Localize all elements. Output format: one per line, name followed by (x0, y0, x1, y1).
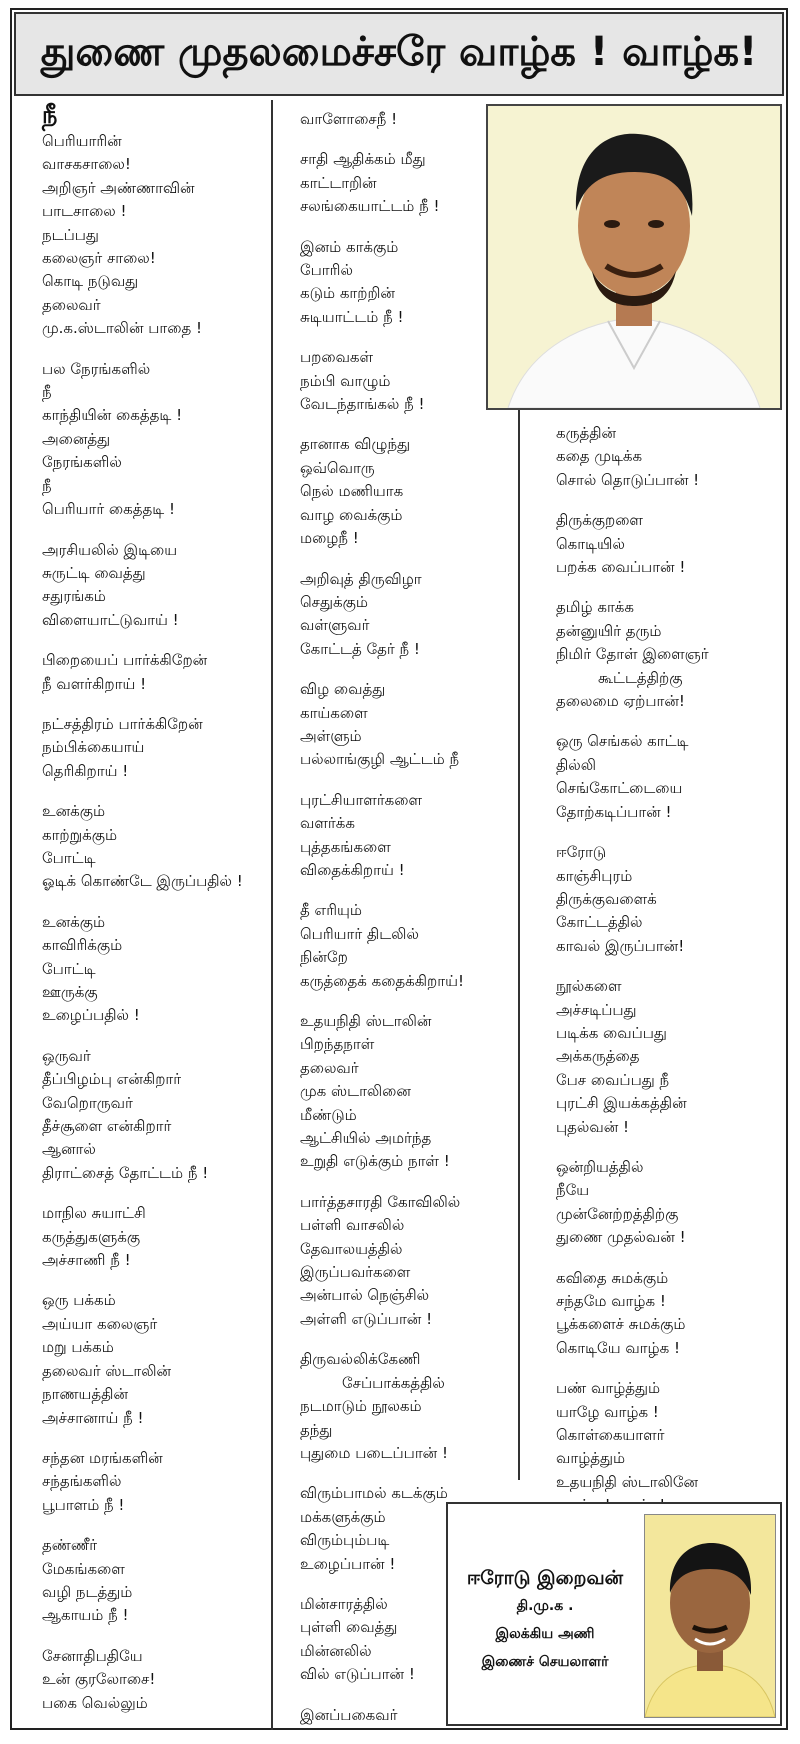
stanza (300, 346, 510, 416)
poem-line: ஆனால் (42, 1140, 96, 1159)
poem-line: பகை வெல்லும் (42, 1693, 148, 1712)
poem-line: மாநில சுயாட்சி (42, 1204, 146, 1223)
stanza (556, 1377, 781, 1517)
poem-line: மின்சாரத்தில் (300, 1594, 388, 1613)
poem-line: ஓடிக் கொண்டே இருப்பதில் ! (42, 872, 243, 891)
author-photo (644, 1514, 776, 1718)
author-party: தி.மு.க . (516, 1598, 574, 1614)
poem-line: நிமிர் தோள் இளைஞர் (556, 645, 709, 664)
poem-line: திருக்குறளை (556, 511, 643, 530)
poem-column-2 (300, 108, 510, 1744)
headline-title: துணை முதலமைச்சரே வாழ்க ! வாழ்க! (40, 28, 758, 75)
poem-line: நெல் மணியாக (300, 482, 404, 501)
poem-line: சொல் தொடுப்பான் ! (556, 470, 700, 489)
column-divider-1 (271, 100, 273, 1730)
poem-line: வாழ வைக்கும் (300, 505, 403, 524)
stanza (42, 1202, 267, 1272)
poem-line: போரில் (300, 261, 353, 280)
poem-line: உனக்கும் (42, 912, 106, 931)
poem-line: அனைத்து (42, 429, 111, 448)
poem-line: சுடியாட்டம் நீ ! (300, 307, 404, 326)
poem-line: சதுரங்கம் (42, 587, 106, 606)
poem-line: சந்தங்களில் (42, 1472, 122, 1491)
poem-line: கருத்தின் (556, 424, 617, 442)
poem-line: காந்தியின் கைத்தடி ! (42, 406, 183, 425)
stanza (300, 568, 510, 662)
poem-line: காட்டாறின் (300, 173, 377, 192)
poem-line: கதை முடிக்க (556, 447, 643, 466)
poem-line: பறவைகள் (300, 348, 374, 367)
poem-line: கொடியே வாழ்க ! (556, 1338, 680, 1357)
poem-line: சந்தமே வாழ்க ! (556, 1292, 666, 1310)
poem-line: தலைவர் (42, 295, 101, 314)
poem-line: மின்னலில் (300, 1641, 372, 1660)
poem-line: பிறையைப் பார்க்கிறேன் (42, 651, 208, 670)
poem-column-1 (42, 100, 267, 1732)
stanza (556, 596, 781, 713)
poem-line: காஞ்சிபுரம் (556, 866, 633, 885)
poem-line: இருப்பவர்களை (300, 1263, 411, 1282)
poem-line: உன் குரலோசை! (42, 1670, 156, 1689)
poem-line: விழ வைத்து (300, 680, 386, 699)
poem-line: பல நேரங்களில் (42, 359, 151, 378)
poem-line: செதுக்கும் (300, 592, 368, 611)
stanza (42, 1645, 267, 1715)
poem-line: விரும்பாமல் கடக்கும் (300, 1484, 448, 1503)
stanza (300, 148, 510, 218)
poem-line: நேரங்களில் (42, 453, 122, 472)
poem-line: உதயநிதி ஸ்டாலினே (556, 1472, 699, 1491)
stanza (42, 800, 267, 894)
poem-line: ஊருக்கு (42, 983, 98, 1001)
poem-line: புள்ளி வைத்து (300, 1618, 398, 1637)
poem-line: நீ (42, 476, 52, 495)
poem-line: சேப்பாக்கத்தில் (342, 1373, 445, 1392)
poem-line: சந்தன மரங்களின் (42, 1448, 163, 1467)
poem-line: காவிரிக்கும் (42, 936, 123, 955)
poem-line: பாடசாலை ! (42, 202, 127, 221)
stanza (556, 841, 781, 958)
stanza (300, 236, 510, 330)
poem-line: அச்சாணி நீ ! (42, 1251, 131, 1270)
poem-line: செங்கோட்டையை (556, 779, 683, 798)
poem-line: உழைப்பதில் ! (42, 1006, 140, 1025)
poem-line: தில்லி (556, 755, 597, 774)
poem-line: தெரிகிறாய் ! (42, 761, 129, 780)
stanza (556, 509, 781, 579)
poem-line: வேடந்தாங்கல் நீ ! (300, 395, 425, 414)
column-divider-2 (518, 410, 520, 1480)
poem-line: இனப்பகைவர் (300, 1705, 398, 1724)
poem-line: தீ எரியும் (300, 901, 362, 920)
poem-line: மழைநீ ! (300, 529, 359, 548)
poem-line: கொள்கையாளர் (556, 1426, 665, 1445)
poem-line: புதுமை படைப்பான் ! (300, 1443, 448, 1462)
poem-line: பண் வாழ்த்தும் (556, 1379, 661, 1398)
poem-line: மேகங்களை (42, 1559, 125, 1578)
poem-line: கருத்தைக் கதைக்கிறாய்! (300, 971, 464, 990)
poem-line: புரட்சி இயக்கத்தின் (556, 1094, 687, 1113)
author-photo-illustration (645, 1515, 775, 1717)
poem-line: ஒரு பக்கம் (42, 1291, 116, 1310)
poem-line: நம்பிக்கையாய் (42, 738, 145, 757)
author-name: ஈரோடு இறைவன் (466, 1567, 624, 1589)
stanza (556, 1267, 781, 1361)
poem-line: பெரியார் திடலில் (300, 924, 419, 943)
stanza (300, 108, 510, 131)
poem-line: காவல் இருப்பான்! (556, 936, 685, 955)
poem-line: நம்பி வாழும் (300, 371, 391, 390)
poem-line: நடமாடும் நூலகம் (300, 1397, 422, 1416)
poem-line: நீ வளர்கிறாய் ! (42, 674, 147, 693)
stanza (42, 1045, 267, 1185)
poem-line: கருத்துகளுக்கு (42, 1227, 141, 1246)
poem-line: துணை முதல்வன் ! (556, 1228, 686, 1247)
poem-line: அள்ளி எடுப்பான் ! (300, 1309, 433, 1328)
poem-line: பார்த்தசாரதி கோவிலில் (300, 1192, 461, 1211)
poem-line: சாதி ஆதிக்கம் மீது (300, 150, 426, 169)
poem-line: இனம் காக்கும் (300, 237, 399, 256)
poem-line: அச்சானாய் நீ ! (42, 1408, 144, 1427)
author-box (446, 1502, 782, 1726)
poem-line: தண்ணீர் (42, 1536, 98, 1555)
poem-line: மீண்டும் (300, 1105, 357, 1124)
poem-line: கோட்டத் தேர் நீ ! (300, 639, 420, 658)
poem-line: தன்னுயிர் தரும் (556, 621, 662, 640)
poem-line: வாளோசைநீ ! (300, 110, 398, 128)
poem-line: விதைக்கிறாய் ! (300, 860, 405, 879)
stanza (300, 1191, 510, 1331)
poem-line: திருக்குவளைக் (556, 889, 657, 908)
stanza (42, 100, 267, 341)
poem-line: முக ஸ்டாலினை (300, 1082, 411, 1101)
poem-line: தோற்கடிப்பான் ! (556, 802, 672, 821)
poem-line: அறிஞர் அண்ணாவின் (42, 178, 195, 197)
poem-line: அறிவுத் திருவிழா (300, 569, 422, 588)
stanza (556, 730, 781, 824)
poem-line: திராட்சைத் தோட்டம் நீ ! (42, 1163, 209, 1182)
stanza (42, 358, 267, 522)
poem-line: உதயநிதி ஸ்டாலின் (300, 1012, 432, 1030)
poem-line: வில் எடுப்பான் ! (300, 1665, 415, 1684)
poem-line: கோட்டத்தில் (556, 913, 643, 932)
poem-line: அள்ளும் (300, 726, 362, 745)
poem-line: நடப்பது (42, 225, 99, 244)
headline-banner (14, 12, 784, 96)
poem-line: நின்றே (300, 948, 348, 967)
poem-line: பெரியாரின் (42, 132, 122, 150)
poem-column-3 (556, 422, 781, 1535)
poem-line: தலைமை ஏற்பான்! (556, 692, 685, 711)
stanza (556, 422, 781, 492)
poem-line: யாழே வாழ்க ! (556, 1402, 659, 1421)
poem-line: சேனாதிபதியே (42, 1646, 143, 1665)
stanza (42, 649, 267, 696)
poem-line: பிறந்தநாள் (300, 1035, 375, 1054)
author-details (460, 1564, 630, 1676)
poem-line: மக்களுக்கும் (300, 1507, 386, 1526)
poem-line: தலைவர் (300, 1058, 359, 1077)
poem-line: காய்களை (300, 703, 368, 722)
poem-line: நட்சத்திரம் பார்க்கிறேன் (42, 714, 203, 733)
poem-line: ஆகாயம் நீ ! (42, 1606, 129, 1625)
poem-line: போட்டி (42, 959, 96, 978)
stanza (300, 899, 510, 993)
author-wing: இலக்கிய அணி (495, 1626, 595, 1642)
poem-line: அய்யா கலைஞர் (42, 1314, 158, 1333)
poem-line: விளையாட்டுவாய் ! (42, 610, 179, 629)
poem-line: அரசியலில் இடியை (42, 540, 178, 559)
poem-line: புரட்சியாளர்களை (300, 790, 422, 809)
poem-line: ஒன்றியத்தில் (556, 1157, 644, 1176)
poem-line: தீச்சூளை என்கிறார் (42, 1117, 172, 1136)
poem-line: நாணயத்தின் (42, 1385, 129, 1404)
stanza (300, 678, 510, 772)
poem-line: கவிதை சுமக்கும் (556, 1268, 669, 1287)
stanza (42, 1289, 267, 1429)
poem-line: வள்ளுவர் (300, 616, 370, 635)
stanza (42, 1447, 267, 1517)
poem-line: வழி நடத்தும் (42, 1582, 133, 1601)
poem-line: நூல்களை (556, 977, 622, 996)
poem-line: பேச வைப்பது நீ (556, 1070, 670, 1089)
poem-line: பூபாளம் நீ ! (42, 1495, 125, 1514)
poem-line: கடும் காற்றின் (300, 284, 395, 303)
stanza (556, 975, 781, 1139)
poem-line: மு.க.ஸ்டாலின் பாதை ! (42, 319, 203, 338)
stanza (556, 1156, 781, 1250)
poem-line: ஒவ்வொரு (300, 458, 375, 477)
poem-line: கலைஞர் சாலை! (42, 249, 156, 268)
poem-line: புதல்வன் ! (556, 1117, 630, 1136)
poem-line: திருவல்லிக்கேணி (300, 1350, 421, 1369)
poem-line: சலங்கையாட்டம் நீ ! (300, 197, 440, 216)
poem-line: கொடி நடுவது (42, 272, 139, 291)
poem-line: ஆட்சியில் அமர்ந்த (300, 1129, 432, 1148)
poem-line: தந்து (300, 1420, 333, 1439)
poem-line: மறு பக்கம் (42, 1338, 114, 1357)
poem-line: போட்டி (42, 848, 96, 867)
poem-line: உழைப்பான் ! (300, 1554, 396, 1573)
poem-line: பூக்களைச் சுமக்கும் (556, 1315, 686, 1334)
stanza (42, 539, 267, 633)
poem-line: சுருட்டி வைத்து (42, 563, 146, 582)
poem-line: உறுதி எடுக்கும் நாள் ! (300, 1152, 450, 1171)
poem-line: அன்பால் நெஞ்சில் (300, 1286, 430, 1305)
stanza-lead-word: நீ (42, 101, 58, 129)
stanza (300, 1010, 510, 1174)
poem-line: நீ (42, 383, 52, 402)
poem-line: அக்கருத்தை (556, 1047, 640, 1066)
author-role: இணைச் செயலாளர் (481, 1654, 609, 1670)
poem-line: பள்ளி வாசலில் (300, 1216, 405, 1235)
poem-line: ஈரோடு (556, 843, 607, 862)
portrait-photo-main (486, 104, 782, 410)
poem-line: கூட்டத்திற்கு (598, 668, 683, 687)
poem-line: காற்றுக்கும் (42, 825, 118, 844)
poem-line: நீயே (556, 1181, 590, 1200)
poem-line: வாசகசாலை! (42, 155, 131, 174)
poem-line: வேறொருவர் (42, 1093, 133, 1112)
poem-line: ஒருவர் (42, 1046, 91, 1065)
poem-line: முன்னேற்றத்திற்கு (556, 1204, 679, 1223)
stanza (300, 789, 510, 883)
poem-line: தலைவர் ஸ்டாலின் (42, 1361, 172, 1380)
poem-line: புத்தகங்களை (300, 837, 391, 856)
stanza (300, 433, 510, 550)
poem-line: பெரியார் கைத்தடி ! (42, 500, 175, 519)
poem-line: கொடியில் (556, 534, 625, 553)
poem-line: அச்சடிப்பது (556, 1000, 637, 1019)
poem-line: ஒரு செங்கல் காட்டி (556, 732, 689, 751)
stanza (300, 1348, 510, 1465)
poem-line: வாழ்த்தும் (556, 1449, 626, 1468)
poem-line: தானாக விழுந்து (300, 435, 411, 454)
poem-line: உனக்கும் (42, 802, 106, 821)
stanza (42, 713, 267, 783)
poem-line: தேவாலயத்தில் (300, 1239, 403, 1258)
poem-line: தீப்பிழம்பு என்கிறார் (42, 1070, 182, 1089)
poem-line: பறக்க வைப்பான் ! (556, 558, 686, 577)
poem-line: வளர்க்க (300, 814, 355, 833)
stanza (42, 1534, 267, 1628)
poem-line: தமிழ் காக்க (556, 598, 634, 617)
poem-line: படிக்க வைப்பது (556, 1023, 667, 1042)
portrait-main-illustration (488, 106, 780, 408)
poem-line: விரும்பும்படி (300, 1531, 390, 1550)
poem-line: பல்லாங்குழி ஆட்டம் நீ (300, 750, 460, 769)
stanza (42, 911, 267, 1028)
